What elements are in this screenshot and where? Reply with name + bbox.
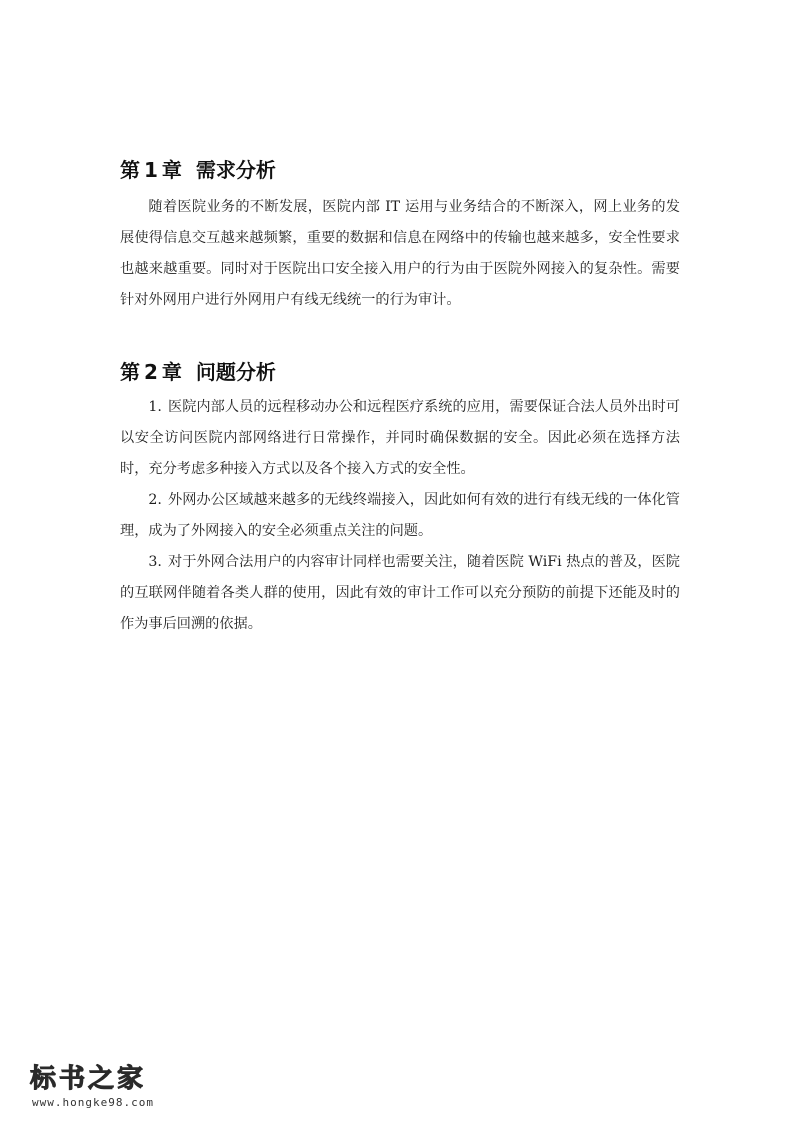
list-item-text: 对于外网合法用户的内容审计同样也需要关注，随着医院 WiFi 热点的普及，医院的互联网伴随着各类人群的使用，因此有效的审计工作可以充分预防的前提下还能及时的作为事后回溯的依据。 xyxy=(120,554,680,632)
chapter-2-prefix: 第 xyxy=(120,360,140,384)
list-item-text: 医院内部人员的远程移动办公和远程医疗系统的应用，需要保证合法人员外出时可以安全访问医院内部网络进行日常操作，并同时确保数据的安全。因此必须在选择方法时，充分考虑多种接入方式以及各个接入方式的安全性。 xyxy=(120,399,680,477)
chapter-1-paragraph: 随着医院业务的不断发展，医院内部 IT 运用与业务结合的不断深入，网上业务的发展使得信息交互越来越频繁，重要的数据和信息在网络中的传输也越来越多，安全性要求也越来越重要。同时对于医院出口安全接入用户的行为由于医院外网接入的复杂性。需要针对外网用户进行外网用户有线无线统一的行为审计。 xyxy=(120,199,680,308)
watermark-url: www.hongke98.com xyxy=(32,1096,154,1109)
chapter-1-prefix: 第 xyxy=(120,158,140,182)
chapter-2-list xyxy=(120,392,680,640)
chapter-2-heading xyxy=(120,354,680,390)
chapter-2-title: 问题分析 xyxy=(195,360,276,384)
list-item-index: 1. xyxy=(148,399,162,415)
list-item-text: 外网办公区域越来越多的无线终端接入，因此如何有效的进行有线无线的一体化管理，成为了外网接入的安全必须重点关注的问题。 xyxy=(120,492,680,539)
chapter-1-heading xyxy=(120,152,680,188)
chapter-2-suffix: 章 xyxy=(161,360,182,384)
chapter-2-section xyxy=(120,354,680,640)
list-item xyxy=(120,547,680,640)
watermark-brand: 标书之家 xyxy=(30,1064,147,1094)
chapter-1-section xyxy=(120,152,680,316)
chapter-1-suffix: 章 xyxy=(161,158,182,182)
chapter-2-number: 2 xyxy=(144,360,158,384)
chapter-1-title: 需求分析 xyxy=(195,158,276,182)
list-item xyxy=(120,485,680,547)
list-item-index: 3. xyxy=(148,554,162,570)
chapter-1-number: 1 xyxy=(144,158,158,182)
section-gap xyxy=(120,316,680,354)
list-item xyxy=(120,392,680,485)
document-content xyxy=(120,152,680,640)
list-item-index: 2. xyxy=(148,492,162,508)
watermark-logo xyxy=(30,1064,154,1109)
